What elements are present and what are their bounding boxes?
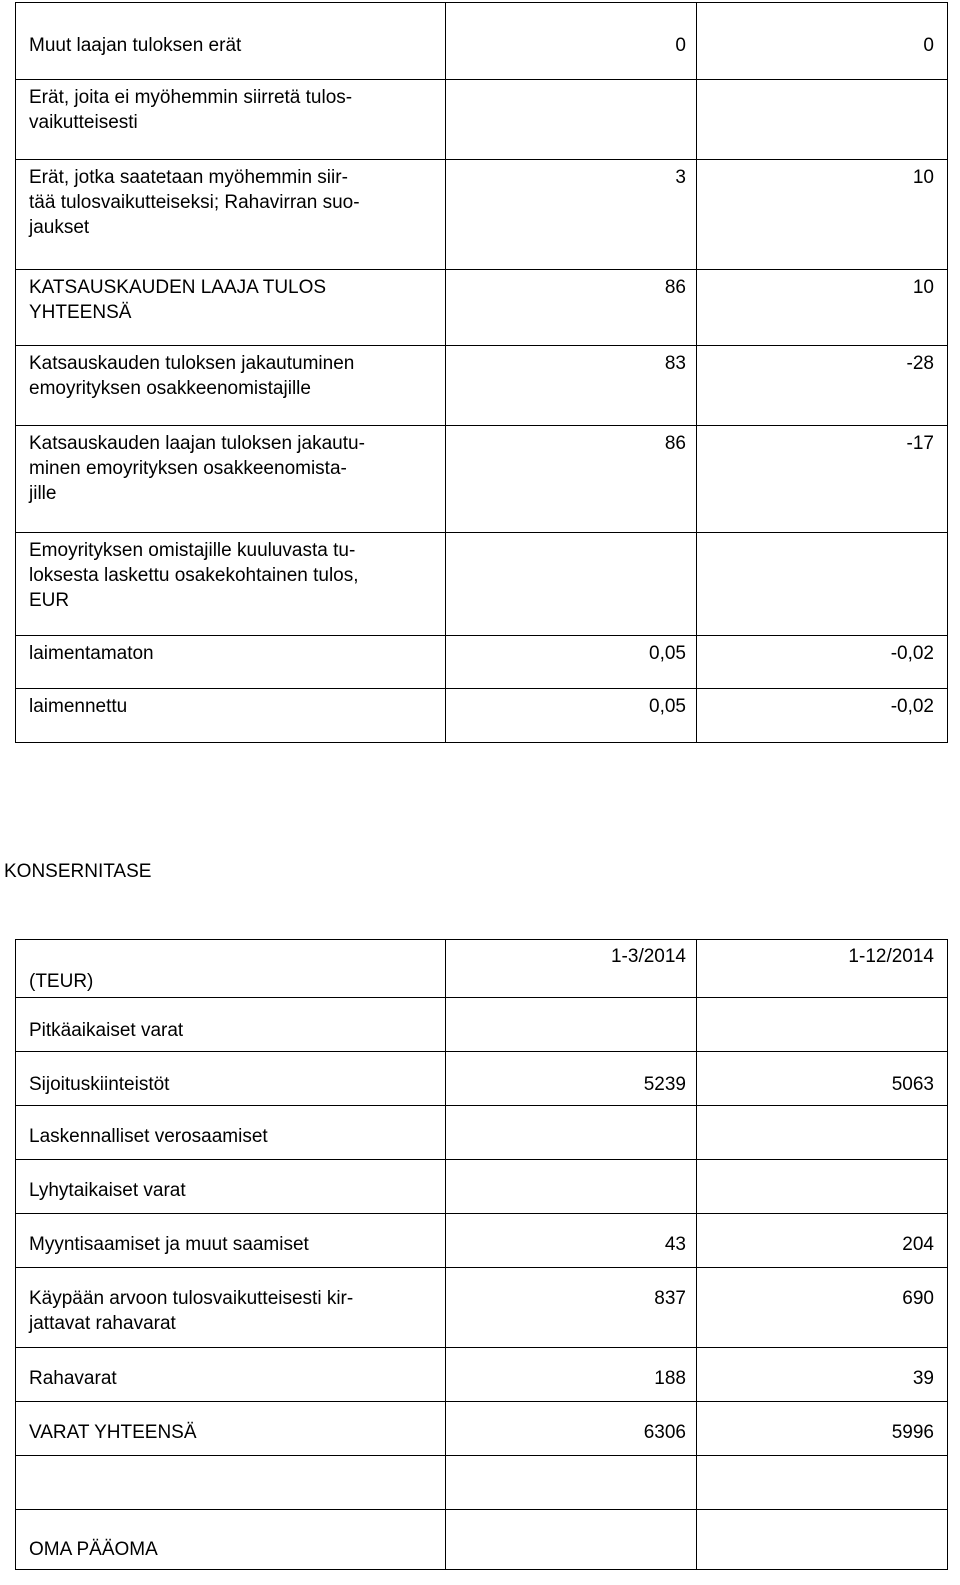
table-row bbox=[16, 1510, 948, 1570]
value-period-2 bbox=[697, 1456, 948, 1510]
row-label: Lyhytaikaiset varat bbox=[16, 1160, 446, 1214]
table-row bbox=[16, 1106, 948, 1160]
row-label bbox=[16, 1456, 446, 1510]
value-period-2 bbox=[697, 80, 948, 160]
row-label: OMA PÄÄOMA bbox=[16, 1510, 446, 1570]
table-row bbox=[16, 1268, 948, 1348]
table-row bbox=[16, 3, 948, 80]
value-period-1: 43 bbox=[446, 1214, 697, 1268]
row-label: Erät, jotka saatetaan myöhemmin siir- tää tulosvaikutteiseksi; Rahavirran suo- jaukset bbox=[16, 160, 446, 270]
row-label: Pitkäaikaiset varat bbox=[16, 998, 446, 1052]
value-period-1: 6306 bbox=[446, 1402, 697, 1456]
column-header-period-1: 1-3/2014 bbox=[446, 940, 697, 998]
row-label: Muut laajan tuloksen erät bbox=[16, 3, 446, 80]
value-period-1 bbox=[446, 1510, 697, 1570]
value-period-1 bbox=[446, 533, 697, 636]
value-period-2 bbox=[697, 998, 948, 1052]
value-period-1: 188 bbox=[446, 1348, 697, 1402]
table-row bbox=[16, 426, 948, 533]
value-period-2: -0,02 bbox=[697, 636, 948, 689]
table-row bbox=[16, 1402, 948, 1456]
table-row bbox=[16, 80, 948, 160]
value-period-1 bbox=[446, 998, 697, 1052]
table-row bbox=[16, 1160, 948, 1214]
row-label: Myyntisaamiset ja muut saamiset bbox=[16, 1214, 446, 1268]
row-label: Laskennalliset verosaamiset bbox=[16, 1106, 446, 1160]
value-period-1: 837 bbox=[446, 1268, 697, 1348]
value-period-1 bbox=[446, 1160, 697, 1214]
row-label: Katsauskauden tuloksen jakautuminen emoyrityksen osakkeenomistajille bbox=[16, 346, 446, 426]
value-period-2: 10 bbox=[697, 160, 948, 270]
value-period-1: 83 bbox=[446, 346, 697, 426]
value-period-2 bbox=[697, 1160, 948, 1214]
comprehensive-income-table bbox=[15, 2, 948, 743]
row-label: Erät, joita ei myöhemmin siirretä tulos- vaikutteisesti bbox=[16, 80, 446, 160]
value-period-2: 0 bbox=[697, 3, 948, 80]
table-header-row bbox=[16, 940, 948, 998]
row-label: VARAT YHTEENSÄ bbox=[16, 1402, 446, 1456]
table-row bbox=[16, 270, 948, 346]
table-row bbox=[16, 636, 948, 689]
unit-label: (TEUR) bbox=[16, 940, 446, 998]
section-title: KONSERNITASE bbox=[4, 861, 152, 882]
value-period-1: 0 bbox=[446, 3, 697, 80]
table-row bbox=[16, 1052, 948, 1106]
value-period-1: 3 bbox=[446, 160, 697, 270]
value-period-2 bbox=[697, 1510, 948, 1570]
value-period-2: 39 bbox=[697, 1348, 948, 1402]
row-label: Rahavarat bbox=[16, 1348, 446, 1402]
value-period-2: 10 bbox=[697, 270, 948, 346]
table-row bbox=[16, 1456, 948, 1510]
table-row bbox=[16, 1348, 948, 1402]
value-period-2: 5996 bbox=[697, 1402, 948, 1456]
row-label: Katsauskauden laajan tuloksen jakautu- minen emoyrityksen osakkeenomista- jille bbox=[16, 426, 446, 533]
table-row bbox=[16, 689, 948, 743]
value-period-1: 0,05 bbox=[446, 636, 697, 689]
value-period-1: 5239 bbox=[446, 1052, 697, 1106]
table-row bbox=[16, 533, 948, 636]
table-row bbox=[16, 160, 948, 270]
table-row bbox=[16, 1214, 948, 1268]
value-period-1: 0,05 bbox=[446, 689, 697, 743]
row-label: laimentamaton bbox=[16, 636, 446, 689]
row-label: laimennettu bbox=[16, 689, 446, 743]
column-header-period-2: 1-12/2014 bbox=[697, 940, 948, 998]
value-period-1: 86 bbox=[446, 426, 697, 533]
value-period-1 bbox=[446, 80, 697, 160]
row-label: Käypään arvoon tulosvaikutteisesti kir- jattavat rahavarat bbox=[16, 1268, 446, 1348]
row-label: KATSAUSKAUDEN LAAJA TULOS YHTEENSÄ bbox=[16, 270, 446, 346]
value-period-2: 690 bbox=[697, 1268, 948, 1348]
value-period-2: -0,02 bbox=[697, 689, 948, 743]
row-label: Emoyrityksen omistajille kuuluvasta tu- loksesta laskettu osakekohtainen tulos, EUR bbox=[16, 533, 446, 636]
row-label: Sijoituskiinteistöt bbox=[16, 1052, 446, 1106]
value-period-1: 86 bbox=[446, 270, 697, 346]
balance-sheet-table bbox=[15, 939, 948, 1570]
value-period-2 bbox=[697, 1106, 948, 1160]
value-period-2: 5063 bbox=[697, 1052, 948, 1106]
table-row bbox=[16, 346, 948, 426]
value-period-2 bbox=[697, 533, 948, 636]
value-period-2: 204 bbox=[697, 1214, 948, 1268]
table-row bbox=[16, 998, 948, 1052]
value-period-2: -28 bbox=[697, 346, 948, 426]
value-period-2: -17 bbox=[697, 426, 948, 533]
value-period-1 bbox=[446, 1456, 697, 1510]
value-period-1 bbox=[446, 1106, 697, 1160]
